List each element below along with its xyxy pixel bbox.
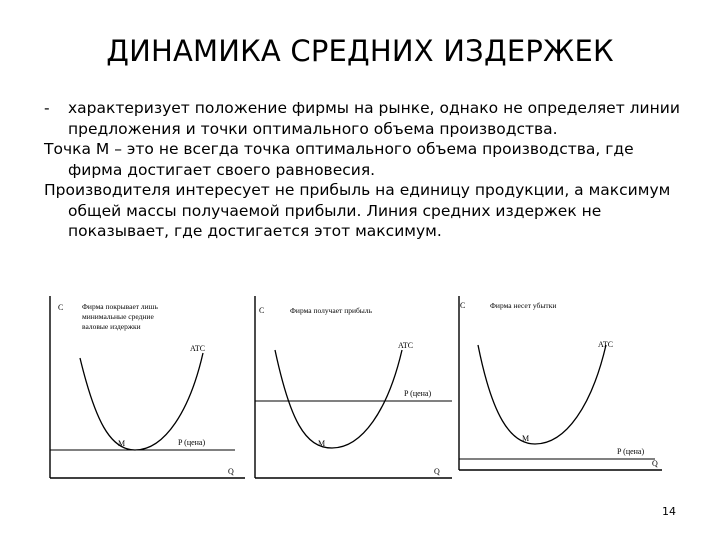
- y-axis-label: C: [259, 306, 265, 315]
- price-label: P (цена): [404, 389, 432, 398]
- atc-label: ATC: [190, 344, 206, 353]
- min-point-label: M: [318, 439, 326, 448]
- diagram-break-even: [50, 296, 245, 478]
- price-label: P (цена): [617, 447, 645, 456]
- atc-curve: [275, 350, 402, 448]
- y-axis-label: C: [58, 303, 64, 312]
- caption-line: Фирма покрывает лишь: [82, 302, 158, 311]
- atc-label: ATC: [598, 340, 614, 349]
- caption-line: Фирма несет убытки: [490, 301, 557, 310]
- caption-line: валовые издержки: [82, 322, 141, 331]
- paragraph-2: Точка М – это не всегда точка оптимального объема производства, где фирма достигает своего равновесия.: [44, 140, 634, 179]
- paragraph-3: Производителя интересует не прибыль на единицу продукции, а максимум общей массы получаемой прибыли. Линия средних издержек не показывает, где достигается этот максимум.: [44, 181, 671, 240]
- min-point-label: M: [118, 439, 126, 448]
- price-label: P (цена): [178, 438, 206, 447]
- min-point-label: M: [522, 434, 530, 443]
- atc-label: ATC: [398, 341, 414, 350]
- diagram-profit: [255, 296, 452, 478]
- diagram-loss: [459, 296, 662, 470]
- y-axis-label: C: [460, 301, 466, 310]
- paragraph-1-text: характеризует положение фирмы на рынке, однако не определяет линии предложения и точки оптимального объема производства.: [68, 99, 680, 138]
- x-axis-label: Q: [434, 467, 440, 476]
- caption-line: минимальные средние: [82, 312, 154, 321]
- caption-line: Фирма получает прибыль: [290, 306, 373, 315]
- atc-curve: [478, 345, 606, 444]
- atc-curve: [80, 353, 206, 450]
- page-number: 14: [662, 505, 676, 518]
- slide-title: ДИНАМИКА СРЕДНИХ ИЗДЕРЖЕК: [106, 34, 614, 68]
- x-axis-label: Q: [228, 467, 234, 476]
- x-axis-label: Q: [652, 459, 658, 468]
- bullet-dash: -: [44, 99, 50, 117]
